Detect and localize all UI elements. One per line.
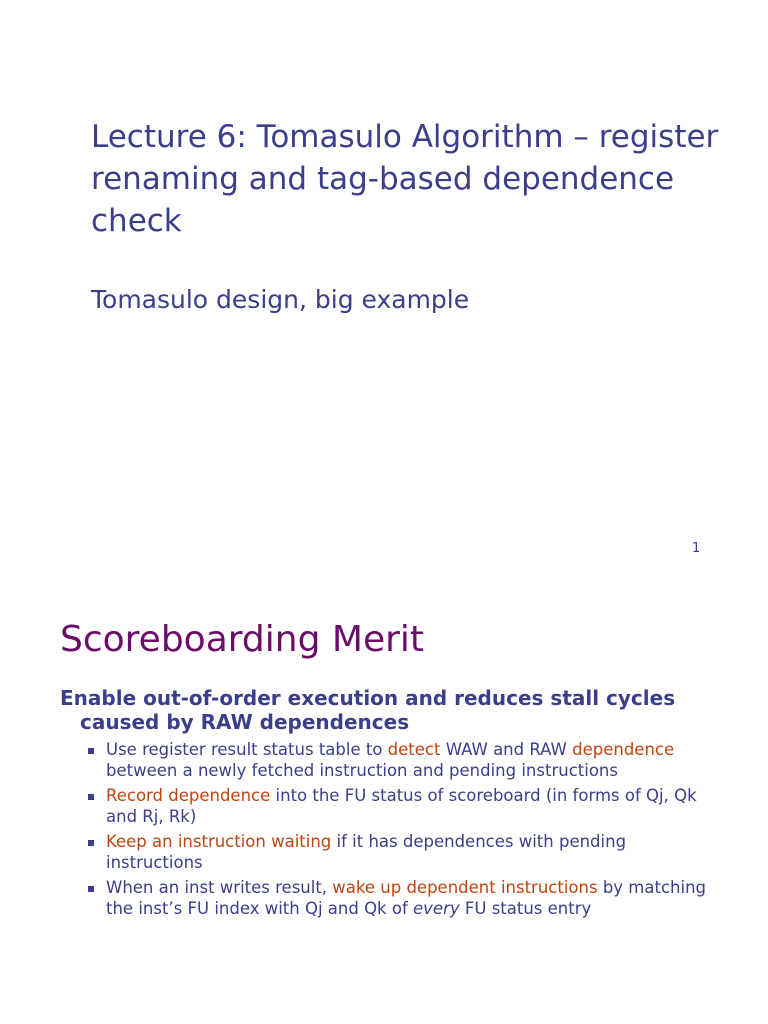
bullet-text: FU status entry xyxy=(459,898,592,918)
bullet-item xyxy=(60,832,720,873)
bullet-item xyxy=(60,740,720,781)
square-bullet-icon xyxy=(88,748,94,754)
bullet-text: When an inst writes result, xyxy=(106,878,333,897)
bullet-emphasis: every xyxy=(413,898,460,918)
bullet-text: Use register result status table to xyxy=(106,740,388,759)
slide-1-subtitle: Tomasulo design, big example xyxy=(91,285,470,314)
bullet-text: if it has dependences with pending instructions xyxy=(106,832,627,872)
bullet-highlight: detect xyxy=(387,740,441,759)
square-bullet-icon xyxy=(88,886,94,892)
bullet-item xyxy=(60,786,720,827)
bullet-text: by matching the inst’s FU index with Qj and Qk of xyxy=(106,878,707,918)
square-bullet-icon xyxy=(88,840,94,846)
bullet-text: between a newly fetched instruction and pending instructions xyxy=(106,760,618,780)
bullet-highlight: wake up dependent instructions xyxy=(332,878,598,897)
main-point: Enable out-of-order execution and reduces stall cycles caused by RAW dependences xyxy=(60,686,676,734)
slide-2-body xyxy=(60,686,720,924)
bullet-item xyxy=(60,878,720,919)
slide-2 xyxy=(0,588,768,1024)
square-bullet-icon xyxy=(88,794,94,800)
bullet-highlight: Record dependence xyxy=(106,786,271,805)
bullet-text: into the FU status of scoreboard (in forms of Qj, Qk and Rj, Rk) xyxy=(106,786,697,826)
slide-2-title: Scoreboarding Merit xyxy=(60,619,425,660)
bullet-highlight: Keep an instruction waiting xyxy=(106,832,332,851)
slide-1-title: Lecture 6: Tomasulo Algorithm – register renaming and tag-based dependence check xyxy=(91,119,719,239)
bullet-list xyxy=(60,740,720,919)
bullet-text: WAW and RAW xyxy=(440,740,573,759)
bullet-highlight: dependence xyxy=(572,740,675,759)
page-number: 1 xyxy=(692,541,701,556)
